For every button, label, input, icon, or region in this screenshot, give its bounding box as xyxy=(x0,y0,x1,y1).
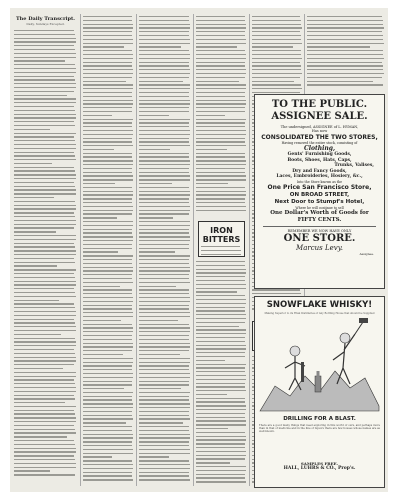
whisky-body: There are a good many things that need exploring in this world of ours, and perhaps more than in that of medicine and in the line of liquors there are few houses whose names are as well known. xyxy=(259,424,380,434)
ad-where: Where he will continue to sell xyxy=(295,205,344,210)
newspaper-page xyxy=(10,8,388,492)
right-top-columns xyxy=(307,16,385,96)
whisky-title: SNOWFLAKE WHISKY! xyxy=(266,300,373,310)
column-text xyxy=(83,16,134,486)
news-column-3 xyxy=(139,16,191,486)
ad-trunks: Trunks, Valises, xyxy=(334,163,374,168)
ad-signature: Marcus Levy. xyxy=(296,243,343,252)
assignee-sale-ad xyxy=(254,94,385,289)
masthead-title: The Daily Transcript. xyxy=(15,16,76,22)
bitters-title: IRON BITTERS xyxy=(202,226,241,244)
column-rule xyxy=(193,14,194,486)
drilling-illustration xyxy=(255,316,384,416)
ad-intro: The undersigned, ASSIGNEE of L. HYMAN, xyxy=(280,125,359,129)
ad-dry-goods: Dry and Fancy Goods, xyxy=(292,168,347,174)
ad-consolidated-sub: Having removed the entire stock, consisting of xyxy=(281,141,358,145)
bitters-text xyxy=(201,246,242,257)
column-rule xyxy=(249,14,250,486)
news-column-1 xyxy=(14,16,77,486)
ad-laces: Laces, Embroideries, Hosiery, &c., xyxy=(276,174,363,179)
ad-heading-sale: ASSIGNEE SALE. xyxy=(271,111,368,122)
iron-bitters-ad xyxy=(198,221,245,257)
ad-fifty: FIFTY CENTS. xyxy=(297,216,342,223)
ad-gents: Gents' Furnishing Goods, xyxy=(287,152,352,157)
whisky-sub: Making Superior to its Rival Distilleries of Any Bottling House that should be Supplied xyxy=(264,312,375,315)
news-column-4 xyxy=(196,16,247,486)
whisky-maker: HALL, LUHRS & CO., Prop's. xyxy=(283,466,356,471)
ad-boots: Boots, Shoes, Hats, Caps, xyxy=(287,157,352,163)
ad-remember: REMEMBER WE NOW HAVE ONLY xyxy=(287,228,352,233)
ad-clothing: Clothing, xyxy=(303,145,336,152)
ad-intro-2: Has now xyxy=(311,129,328,133)
column-text xyxy=(196,16,247,216)
ad-consolidated: CONSOLIDATED THE TWO STORES, xyxy=(261,134,378,141)
ad-into: Into the Store known as the xyxy=(296,179,343,184)
ad-divider xyxy=(263,226,376,227)
column-rule xyxy=(80,14,81,486)
ad-heading-public: TO THE PUBLIC. xyxy=(271,99,368,110)
ad-one-store: ONE STORE. xyxy=(283,232,356,244)
whisky-samples: SAMPLES FREE. xyxy=(300,461,339,466)
snowflake-whisky-ad xyxy=(254,296,385,488)
ad-dollar: One Dollar's Worth of Goods for xyxy=(270,209,369,216)
ad-next-door: Next Door to Stumpf's Hotel, xyxy=(274,198,365,205)
column-text xyxy=(14,30,77,480)
ad-assignee: Assignee. xyxy=(359,251,374,256)
masthead-subtitle: Daily, Sundays Excepted. xyxy=(26,22,65,26)
ad-one-price: One Price San Francisco Store, xyxy=(267,183,372,191)
column-text xyxy=(139,16,191,486)
news-column-2 xyxy=(83,16,134,486)
whisky-drilling: DRILLING FOR A BLAST. xyxy=(283,416,356,422)
column-text xyxy=(196,261,247,486)
column-rule xyxy=(136,14,137,486)
ad-broad: ON BROAD STREET, xyxy=(289,191,350,198)
column-text xyxy=(307,16,385,90)
